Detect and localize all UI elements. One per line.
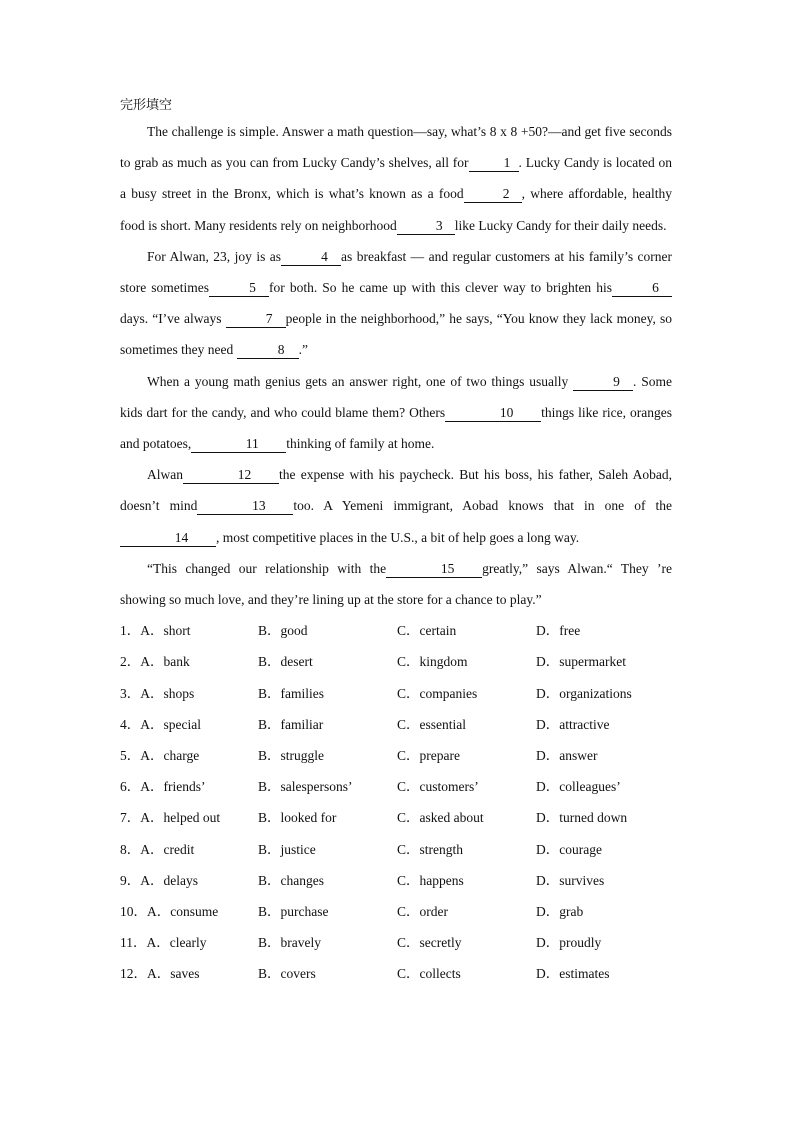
- option-row: [120, 865, 672, 896]
- option-a: 2．A．bank: [120, 654, 190, 670]
- option-d: D．courage: [536, 841, 602, 857]
- option-b: B．desert: [258, 654, 313, 670]
- passage-text: things like rice, oranges and potatoes,: [120, 404, 672, 452]
- blank-2: 2: [464, 186, 522, 203]
- option-c: C．prepare: [397, 748, 460, 763]
- passage-text: the expense with his paycheck. But his boss, his father, Saleh Aobad, doesn’t mind: [120, 467, 672, 514]
- blank-8: 8: [237, 342, 299, 359]
- answer-options: [120, 615, 672, 989]
- option-d: D．free: [536, 623, 581, 639]
- option-b: B．looked for: [258, 810, 337, 826]
- option-d: D．supermarket: [536, 654, 626, 670]
- option-b: B．good: [258, 623, 308, 639]
- option-row: [120, 740, 672, 771]
- option-c: C．order: [397, 903, 448, 919]
- option-c: C．secretly: [397, 935, 462, 951]
- option-b: B．familiar: [258, 716, 324, 732]
- passage-paragraph-2: [120, 241, 672, 366]
- option-c: C．asked about: [397, 810, 484, 826]
- option-row: [120, 958, 672, 989]
- option-a: 5．A．charge: [120, 748, 200, 763]
- option-row: [120, 927, 672, 958]
- option-a: 8．A．credit: [120, 841, 195, 857]
- option-a: 10．A．consume: [120, 903, 219, 919]
- passage-text: like Lucky Candy for their daily needs.: [454, 217, 667, 233]
- blank-11: 11: [191, 436, 286, 453]
- option-a: 12．A．saves: [120, 966, 200, 982]
- option-b: B．bravely: [258, 935, 321, 951]
- passage-paragraph-1: [120, 116, 672, 241]
- option-c: C．collects: [397, 966, 461, 982]
- option-d: D．turned down: [536, 810, 628, 826]
- option-a: 6．A．friends’: [120, 779, 206, 795]
- blank-12: 12: [183, 467, 279, 484]
- option-a: 3．A．shops: [120, 685, 195, 701]
- passage-text: for both. So he came up with this clever way to brighten his: [269, 280, 612, 296]
- option-row: [120, 834, 672, 865]
- blank-10: 10: [445, 405, 541, 422]
- option-b: B．purchase: [258, 903, 329, 919]
- option-c: C．kingdom: [397, 654, 468, 670]
- passage-text: “This changed our relationship with the: [147, 560, 387, 576]
- blank-7: 7: [226, 311, 286, 328]
- blank-9: 9: [573, 374, 633, 391]
- option-row: [120, 615, 672, 646]
- passage-text: .”: [298, 342, 308, 358]
- option-c: C．customers’: [397, 779, 479, 795]
- option-b: B．struggle: [258, 748, 324, 763]
- option-a: 1．A．short: [120, 623, 191, 639]
- option-d: D．answer: [536, 748, 598, 763]
- option-d: D．survives: [536, 872, 605, 888]
- passage-text: too. A Yemeni immigrant, Aobad knows that in one of the: [293, 498, 673, 514]
- passage-text: , most competitive places in the U.S., a bit of help goes a long way.: [216, 529, 580, 545]
- passage-text: days. “I’ve always: [120, 311, 226, 327]
- passage-paragraph-5: [120, 553, 672, 615]
- option-d: D．colleagues’: [536, 779, 621, 795]
- option-a: 9．A．delays: [120, 872, 198, 888]
- option-d: D．proudly: [536, 935, 602, 951]
- passage-text: thinking of family at home.: [286, 436, 435, 452]
- option-c: C．companies: [397, 685, 478, 701]
- option-row: [120, 709, 672, 740]
- option-b: B．families: [258, 685, 324, 701]
- option-d: D．attractive: [536, 716, 610, 732]
- passage-text: Alwan: [147, 467, 183, 483]
- document-page: [120, 96, 672, 990]
- option-c: C．happens: [397, 872, 464, 888]
- option-a: 7．A．helped out: [120, 810, 221, 826]
- option-c: C．strength: [397, 841, 463, 857]
- passage-text: For Alwan, 23, joy is as: [147, 248, 282, 264]
- blank-3: 3: [397, 218, 455, 235]
- option-b: B．justice: [258, 841, 316, 857]
- passage-text: . Some kids dart for the candy, and who could blame them? Others: [120, 373, 672, 420]
- passage-text: . Lucky Candy is located on a busy street in the Bronx, which is what’s known as a food: [120, 155, 672, 202]
- blank-1: 1: [469, 155, 519, 172]
- option-b: B．covers: [258, 966, 316, 982]
- blank-5: 5: [209, 280, 269, 297]
- option-row: [120, 646, 672, 677]
- option-row: [120, 896, 672, 927]
- option-a: 11．A．clearly: [120, 935, 207, 951]
- option-d: D．grab: [536, 903, 584, 919]
- option-d: D．organizations: [536, 685, 632, 701]
- passage-paragraph-3: [120, 366, 672, 460]
- passage-text: as breakfast — and regular customers at his family’s corner store sometimes: [120, 248, 672, 296]
- section-heading: 完形填空: [120, 98, 173, 113]
- option-row: [120, 802, 672, 833]
- passage-text: , where affordable, healthy food is short. Many residents rely on neighborhood: [120, 186, 673, 233]
- blank-14: 14: [120, 530, 216, 547]
- blank-15: 15: [386, 561, 482, 578]
- blank-4: 4: [281, 249, 341, 266]
- option-c: C．certain: [397, 623, 457, 639]
- passage-text: greatly,” says Alwan.“ They ’re showing so much love, and they’re lining up at the store for a chance to play.”: [120, 560, 673, 608]
- passage-paragraph-4: [120, 459, 672, 553]
- blank-6: 6: [612, 280, 672, 297]
- option-b: B．changes: [258, 872, 324, 888]
- passage-text: When a young math genius gets an answer right, one of two things usually: [147, 373, 574, 389]
- option-c: C．essential: [397, 716, 466, 732]
- blank-13: 13: [197, 498, 293, 515]
- option-d: D．estimates: [536, 966, 610, 982]
- option-row: [120, 771, 672, 802]
- passage-text: people in the neighborhood,” he says, “You know they lack money, so sometimes they need: [120, 311, 672, 358]
- passage-text: The challenge is simple. Answer a math question—say, what’s 8 x 8 +50?—and get five seconds to grab as much as you can from Lucky Candy’s shelves, all for: [120, 124, 672, 171]
- option-row: [120, 678, 672, 709]
- option-a: 4．A．special: [120, 716, 201, 732]
- option-b: B．salespersons’: [258, 779, 353, 795]
